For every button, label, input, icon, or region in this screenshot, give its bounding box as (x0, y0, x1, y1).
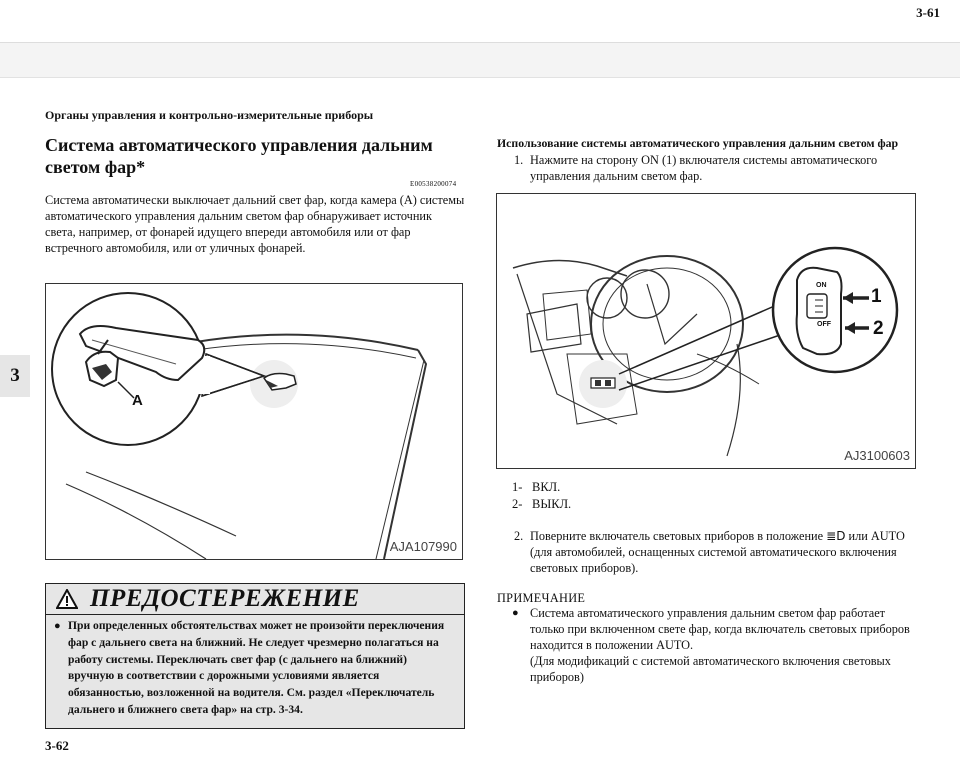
switch-illustration (497, 194, 915, 468)
step-2-text-after: или AUTO (для автомобилей, оснащенных системой автоматического включения световых приборов). (530, 529, 905, 575)
switch-off-label: OFF (817, 321, 831, 328)
bullet-icon: ● (512, 607, 519, 619)
viewer-page-gap (0, 43, 960, 78)
viewer-top-bar (0, 0, 960, 43)
intro-paragraph: Система автоматически выключает дальний свет фар, когда камера (A) системы автоматического управления дальним светом фар обнаруживает источник света, например, от фонарей идущего впереди автомобиля или от фар встречного автомобиля, или от уличных фонарей. (45, 193, 465, 255)
warning-body (46, 615, 464, 719)
callout-label-2: 2 (873, 318, 884, 339)
document-id: E00538200074 (410, 180, 457, 188)
page-number-bottom: 3-62 (45, 738, 69, 753)
note-text: Система автоматического управления дальним светом фар работает только при включенном свете фар, когда включатель световых приборов находится в положении AUTO. (530, 606, 910, 652)
legend-item-off (512, 497, 571, 512)
bullet-icon: ● (54, 620, 61, 632)
page-title: Система автоматического управления дальним светом фар* (45, 135, 433, 177)
step-2 (514, 528, 914, 576)
section-heading: Органы управления и контрольно-измерительные приборы (45, 108, 374, 122)
callout-label-a: A (132, 392, 143, 409)
legend-number: 1- (512, 480, 523, 494)
camera-illustration (46, 284, 462, 559)
warning-text: При определенных обстоятельствах может не произойти переключения фар с дальнего света на ближний. Не следует чрезмерно полагаться на работу системы. Переключать свет фар (с дальнего на ближний) вручную в соответствии с дорожными условиями является обязанностью, возложенной на водителя. См. раздел «Переключатель дальнего и ближнего света фар» на стр. 3-34. (68, 619, 445, 716)
step-1-text: Нажмите на сторону ON (1) включателя системы автоматического управления дальним светом фар. (530, 153, 878, 183)
legend-text: ВЫКЛ. (532, 497, 572, 511)
step-1-number: 1. (514, 153, 524, 167)
note-text-2: (Для модификаций с системой автоматического включения световых приборов) (530, 654, 891, 684)
legend-text: ВКЛ. (532, 480, 561, 494)
switch-on-label: ON (816, 282, 827, 289)
usage-heading: Использование системы автоматического управления дальним светом фар (497, 136, 899, 150)
switch-figure (496, 193, 916, 469)
warning-triangle-icon (56, 589, 78, 609)
page-number-top: 3-61 (916, 5, 940, 20)
legend-number: 2- (512, 497, 523, 511)
figure-code: AJ3100603 (844, 448, 910, 463)
callout-label-1: 1 (871, 286, 882, 307)
camera-figure (45, 283, 463, 560)
figure-code: AJA107990 (389, 539, 457, 554)
note-heading: ПРИМЕЧАНИЕ (497, 591, 586, 605)
step-2-text (530, 528, 914, 576)
warning-header (46, 584, 464, 615)
warning-box (45, 583, 465, 729)
step-1 (514, 152, 914, 184)
legend-item-on (512, 480, 560, 495)
headlight-icon: ≣D (826, 529, 846, 543)
note-body (512, 605, 912, 685)
step-2-text-before: Поверните включатель световых приборов в положение (530, 529, 827, 543)
step-2-number: 2. (514, 529, 524, 543)
chapter-tab: 3 (0, 355, 30, 397)
warning-title: ПРЕДОСТЕРЕЖЕНИЕ (90, 585, 360, 612)
